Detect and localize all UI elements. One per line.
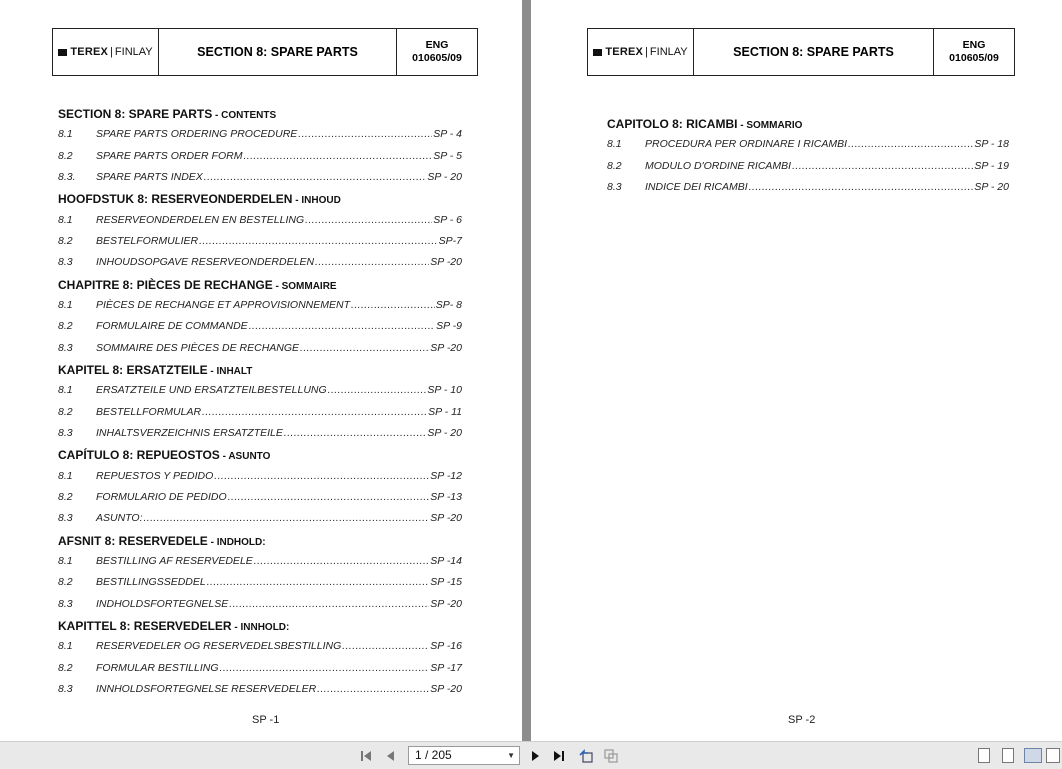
next-page-icon[interactable] [527,748,543,764]
toc-dot-leader [243,149,432,163]
toc-entry[interactable] [58,575,462,596]
toc-dot-leader [229,597,429,611]
toc-section-heading [607,116,1009,137]
toc-section-heading [58,533,462,554]
toc-entry-label: INNHOLDSFORTEGNELSE RESERVEDELER [96,683,317,696]
toc-entry-page: SP - 20 [427,427,462,440]
toc-entry-label: BESTILLINGSSEDDEL [96,576,206,589]
toc-section-title: CHAPITRE 8: PIÈCES DE RECHANGE [58,277,273,292]
toc-entry[interactable] [607,137,1009,158]
toc-dot-leader [351,298,435,312]
toc-entry-page: SP - 20 [427,170,462,183]
toc-entry-number: 8.1 [58,213,73,226]
toc-entry-number: 8.1 [58,469,73,482]
toc-section-heading [58,106,462,127]
toc-dot-leader [143,511,429,525]
terex-finlay-logo [53,29,159,75]
chevron-down-icon: ▼ [507,751,515,760]
toc-entry-number: 8.1 [58,298,73,311]
toc-section-subtitle: - INHALT [207,366,253,378]
toc-section-title: KAPITEL 8: ERSATZTEILE [58,363,208,378]
toc-entry-number: 8.3 [58,256,73,269]
toc-entry-page: SP -13 [430,491,462,504]
toc-entry-page: SP - 10 [427,384,462,397]
toc-dot-leader [749,180,974,194]
toc-dot-leader [220,661,430,675]
toc-dot-leader [249,319,435,333]
toc-dot-leader [204,170,427,184]
toc-entry-label: SPARE PARTS ORDERING PROCEDURE [96,128,298,141]
toc-entry-number: 8.3 [58,683,73,696]
toc-entry-page: SP - 4 [433,128,462,141]
toc-entry-number: 8.3 [58,512,73,525]
toc-entry-label: SOMMAIRE DES PIÈCES DE RECHANGE [96,341,300,354]
language-code: ENG [962,39,986,51]
toc-section-subtitle: - INDHOLD: [207,536,266,548]
toc-entry-label: BESTELLFORMULAR [96,405,202,418]
toc-entry[interactable] [58,149,462,170]
toc-entry-label: PROCEDURA PER ORDINARE I RICAMBI [645,138,848,151]
toc-entry-label: REPUESTOS Y PEDIDO [96,469,214,482]
toc-entry-page: SP - 5 [433,149,462,162]
toc-section-title: KAPITTEL 8: RESERVEDELER [58,619,232,634]
table-of-contents [607,116,1009,201]
toc-section-title: SECTION 8: SPARE PARTS [58,107,213,121]
brand-name: TEREX [605,46,644,58]
toc-entry-number: 8.3 [58,597,73,610]
brand-separator: | [110,46,113,58]
page-number-select[interactable] [408,746,520,765]
first-page-icon[interactable] [358,748,374,764]
toc-entry[interactable] [58,469,462,490]
toc-entry-page: SP - 20 [974,180,1009,193]
toc-section-heading [58,618,462,639]
toc-dot-leader [342,639,429,653]
toc-section-heading [58,447,462,468]
toc-entry-label: BESTELFORMULIER [96,234,199,247]
pdf-page-left [0,0,522,741]
toc-entry-page: SP -20 [430,512,462,525]
toc-dot-leader [207,575,430,589]
page-indicator: 1 / 205 [415,748,452,762]
toc-entry-label: FORMULARIO DE PEDIDO [96,491,227,504]
toc-entry-page: SP - 19 [974,159,1009,172]
page-header [587,28,1015,76]
toc-entry[interactable] [58,682,462,703]
toc-entry-number: 8.3 [58,341,73,354]
toc-entry-number: 8.2 [58,661,73,674]
toc-entry-page: SP -20 [430,256,462,269]
prev-page-icon[interactable] [383,748,399,764]
toc-entry[interactable] [607,180,1009,201]
toc-dot-leader [228,490,430,504]
toc-entry[interactable] [58,127,462,148]
toc-dot-leader [254,554,429,568]
toc-entry-page: SP -9 [436,320,462,333]
section-title: SECTION 8: SPARE PARTS [694,29,934,75]
toc-entry-page: SP -16 [430,640,462,653]
toc-entry[interactable] [58,383,462,404]
toc-entry-number: 8.2 [58,320,73,333]
toc-entry-number: 8.3. [58,170,76,183]
table-of-contents [58,106,462,704]
toc-entry[interactable] [58,661,462,682]
toc-entry-page: SP -14 [430,554,462,567]
page-number: SP -1 [252,714,280,726]
toc-entry-number: 8.3 [58,427,73,440]
doc-code [397,29,477,75]
toc-entry-label: INDHOLDSFORTEGNELSE [96,597,229,610]
toc-entry-page: SP- 8 [435,298,462,311]
toc-entry[interactable] [58,639,462,660]
toc-entry-number: 8.1 [607,138,622,151]
toc-entry-label: ASUNTO: [96,512,143,525]
toc-dot-leader [328,383,427,397]
toc-entry-number: 8.2 [58,405,73,418]
toc-entry-label: INHALTSVERZEICHNIS ERSATZTEILE [96,427,283,440]
toc-entry-page: SP - 6 [433,213,462,226]
section-title: SECTION 8: SPARE PARTS [159,29,397,75]
page-header [52,28,478,76]
go-back-icon[interactable] [578,748,594,764]
toc-dot-leader [199,234,438,248]
doc-code [934,29,1014,75]
toc-entry-label: FORMULAR BESTILLING [96,661,219,674]
toc-section-heading [58,362,462,383]
brand-name-2: FINLAY [649,46,688,58]
toc-section-title: HOOFDSTUK 8: RESERVEONDERDELEN [58,192,293,207]
toc-entry-number: 8.1 [58,128,73,141]
page-number: SP -2 [788,714,816,726]
toc-entry-number: 8.2 [58,576,73,589]
toc-entry-number: 8.1 [58,554,73,567]
toc-entry-page: SP -20 [430,683,462,696]
toc-entry-label: FORMULAIRE DE COMMANDE [96,320,248,333]
toc-entry-label: PIÈCES DE RECHANGE ET APPROVISIONNEMENT [96,298,350,311]
toc-entry[interactable] [607,159,1009,180]
toc-section-heading [58,191,462,212]
toc-entry-label: BESTILLING AF RESERVEDELE [96,554,253,567]
toc-section-title: CAPÍTULO 8: REPUEOSTOS [58,448,220,463]
toc-entry-number: 8.2 [58,149,73,162]
two-page-view-icon[interactable] [1024,748,1042,763]
toc-dot-leader [305,213,432,227]
toc-entry[interactable] [58,255,462,276]
toc-entry[interactable] [58,170,462,191]
brand-separator: | [645,46,648,58]
two-page-continuous-view-icon[interactable] [1046,748,1060,763]
toc-dot-leader [792,159,973,173]
toc-entry-number: 8.2 [58,234,73,247]
document-number: 010605/09 [412,52,462,64]
toc-entry-label: INDICE DEI RICAMBI [645,180,748,193]
go-forward-icon[interactable] [603,748,619,764]
language-code: ENG [425,39,449,51]
toc-entry-label: RESERVEDELER OG RESERVEDELSBESTILLING [96,640,342,653]
toc-section-subtitle: - INNHOLD: [231,622,290,634]
toc-entry[interactable] [58,213,462,234]
toc-entry-page: SP -20 [430,341,462,354]
toc-entry-number: 8.2 [58,491,73,504]
toc-entry-page: SP-7 [438,234,462,247]
toc-section-subtitle: - SOMMAIRE [272,280,337,292]
toc-entry-page: SP -12 [430,469,462,482]
toc-entry-number: 8.3 [607,180,622,193]
toc-entry[interactable] [58,511,462,532]
toc-section-subtitle: - INHOUD [292,195,341,207]
toc-entry-page: SP -15 [430,576,462,589]
terex-finlay-logo [588,29,694,75]
continuous-view-icon[interactable] [1002,748,1014,763]
toc-entry-label: ERSATZTEILE UND ERSATZTEILBESTELLUNG [96,384,327,397]
toc-entry[interactable] [58,426,462,447]
toc-section-title: AFSNIT 8: RESERVEDELE [58,533,208,548]
toc-entry[interactable] [58,341,462,362]
single-page-view-icon[interactable] [978,748,990,763]
document-number: 010605/09 [949,52,999,64]
toc-entry-label: MODULO D'ORDINE RICAMBI [645,159,792,172]
toc-entry-number: 8.2 [607,159,622,172]
toc-dot-leader [300,341,429,355]
toc-entry[interactable] [58,405,462,426]
toc-section-subtitle: - ASUNTO [219,451,271,463]
toc-entry-number: 8.1 [58,640,73,653]
toc-entry-number: 8.1 [58,384,73,397]
pdf-page-right [531,0,1062,741]
brand-name-2: FINLAY [114,46,153,58]
toc-entry-page: SP -17 [430,661,462,674]
terex-logo-icon [58,49,67,56]
toc-section-subtitle: - CONTENTS [212,110,277,121]
toc-entry-page: SP - 18 [974,138,1009,151]
toc-section-subtitle: - SOMMARIO [737,120,803,131]
toc-entry[interactable] [58,298,462,319]
terex-logo-icon [593,49,602,56]
toc-entry-label: SPARE PARTS INDEX [96,170,203,183]
last-page-icon[interactable] [551,748,567,764]
toc-entry-page: SP -20 [430,597,462,610]
toc-entry[interactable] [58,554,462,575]
toc-dot-leader [202,405,427,419]
toc-entry[interactable] [58,490,462,511]
brand-name: TEREX [70,46,109,58]
toc-entry-label: SPARE PARTS ORDER FORM [96,149,243,162]
toc-section-title: CAPITOLO 8: RICAMBI [607,117,738,131]
toc-dot-leader [848,137,973,151]
toc-dot-leader [298,127,432,141]
toc-entry[interactable] [58,319,462,340]
toc-entry[interactable] [58,234,462,255]
toc-entry-page: SP - 11 [428,405,462,418]
toc-dot-leader [284,426,426,440]
toc-entry[interactable] [58,597,462,618]
toc-dot-leader [315,255,429,269]
toc-dot-leader [214,469,429,483]
toc-entry-label: INHOUDSOPGAVE RESERVEONDERDELEN [96,256,315,269]
viewer-toolbar [0,741,1062,769]
toc-dot-leader [317,682,429,696]
toc-entry-label: RESERVEONDERDELEN EN BESTELLING [96,213,305,226]
toc-section-heading [58,277,462,298]
